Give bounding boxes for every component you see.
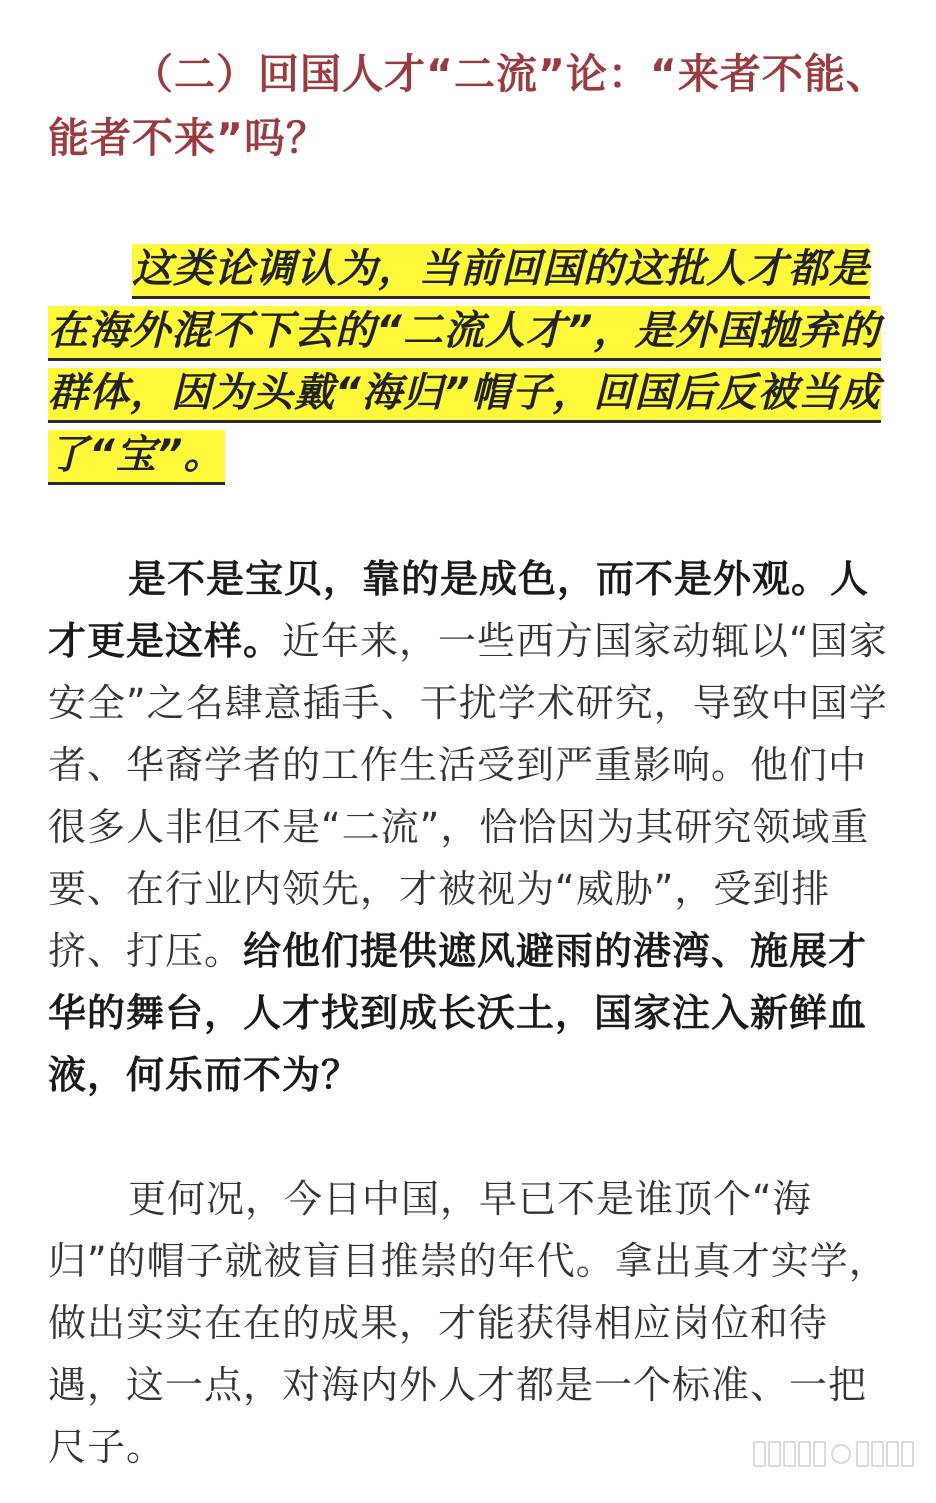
watermark-icon	[753, 1441, 914, 1467]
article	[48, 42, 890, 1478]
highlighted-quote	[48, 238, 890, 486]
paragraph-2	[48, 548, 890, 1106]
paragraph-2-bold-lead: 是不是宝贝，靠的是成色，而不是外观。人才更是这样。	[48, 557, 870, 663]
section-heading: （二）回国人才“二流”论：“来者不能、能者不来”吗？	[48, 50, 888, 162]
paragraph-2-body: 近年来，一些西方国家动辄以“国家安全”之名肆意插手、干扰学术研究，导致中国学者、华裔学者的工作生活受到严重影响。他们中很多人非但不是“二流”，恰恰因为其研究领域重要、在行业内领先，才被视为“威胁”，受到排挤、打压。	[48, 619, 888, 973]
paragraph-2-bold-tail: 给他们提供遮风避雨的港湾、施展才华的舞台，人才找到成长沃土，国家注入新鲜血液，何乐而不为？	[48, 929, 868, 1097]
highlighted-quote-text: 这类论调认为，当前回国的这批人才都是在海外混不下去的“二流人才”，是外国抛弃的群体，因为头戴“海归”帽子，回国后反被当成了“宝”。	[48, 244, 881, 485]
paragraph-3: 更何况，今日中国，早已不是谁顶个“海归”的帽子就被盲目推崇的年代。拿出真才实学，做出实实在在的成果，才能获得相应岗位和待遇，这一点，对海内外人才都是一个标准、一把尺子。	[48, 1177, 888, 1469]
